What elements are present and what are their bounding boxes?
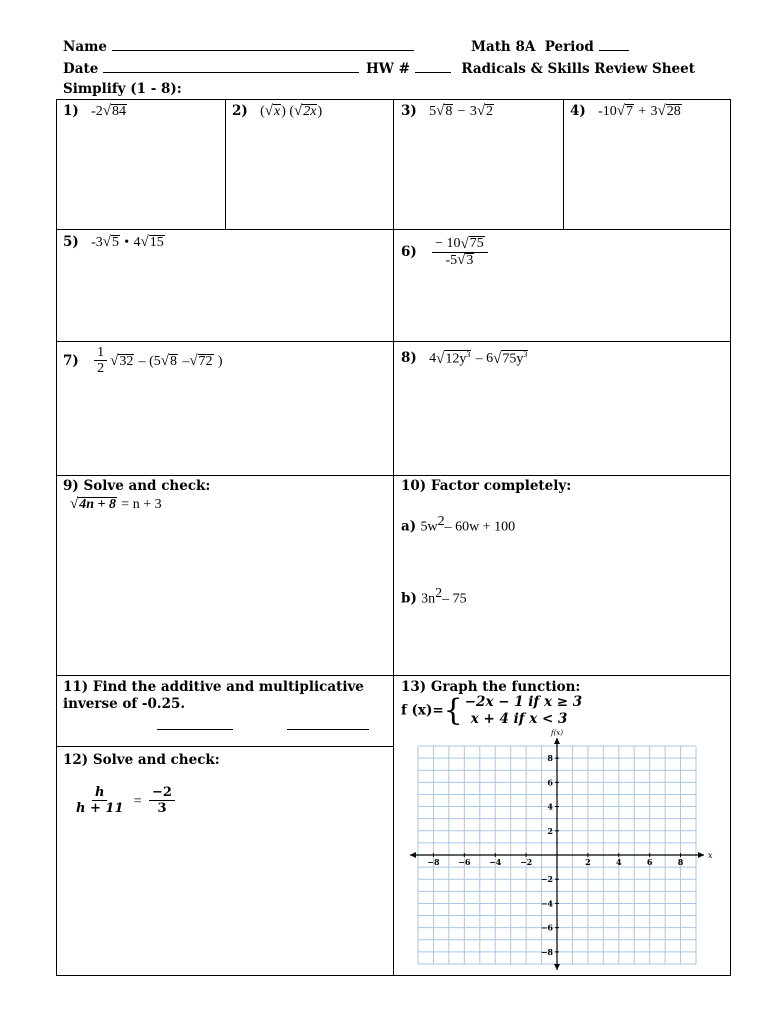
problem-13-function bbox=[401, 694, 582, 728]
radicand: x bbox=[273, 103, 281, 119]
radical: √ 72 bbox=[189, 353, 213, 370]
column-divider-right bbox=[563, 99, 564, 230]
problem-number: 5) bbox=[63, 234, 79, 250]
x-tick-label: −2 bbox=[519, 857, 533, 867]
x-tick-label: 2 bbox=[585, 857, 591, 867]
problem-7 bbox=[63, 345, 223, 378]
expression-part: – (5 bbox=[138, 354, 161, 370]
case-1: −2x − 1 if x ≥ 3 bbox=[464, 694, 583, 710]
y-tick-label: −2 bbox=[540, 874, 553, 885]
radical: √ $12y^3$ bbox=[436, 350, 471, 368]
radicand: 75y bbox=[502, 351, 524, 367]
radicand: 28 bbox=[666, 103, 681, 119]
radical: √ 2 bbox=[476, 103, 494, 120]
axes bbox=[410, 738, 704, 970]
coefficient: 4 bbox=[429, 351, 437, 367]
radicand: 5 bbox=[111, 234, 119, 250]
radical: √ 8 bbox=[436, 103, 453, 120]
radical: √ 2x bbox=[294, 103, 317, 120]
radicand: 84 bbox=[111, 103, 126, 119]
radical: √ 7 bbox=[616, 103, 633, 120]
y-tick-label: 6 bbox=[547, 777, 553, 788]
problem-5 bbox=[63, 234, 165, 251]
exponent: 3 bbox=[523, 350, 528, 359]
piecewise-cases bbox=[465, 694, 582, 728]
problem-10a bbox=[401, 514, 515, 536]
operator: − bbox=[457, 104, 466, 119]
name-row bbox=[63, 38, 414, 55]
sheet-title: Radicals & Skills Review Sheet bbox=[461, 61, 695, 77]
x-tick-label: −6 bbox=[458, 857, 471, 867]
fraction-right bbox=[149, 786, 175, 817]
radical: √ $75y^3$ bbox=[493, 350, 528, 368]
x-tick-label: −4 bbox=[489, 857, 502, 867]
date-line[interactable] bbox=[103, 60, 359, 73]
problem-13-title: 13) Graph the function: bbox=[401, 679, 581, 695]
exponent: 2 bbox=[435, 586, 443, 601]
equals-sign: = bbox=[133, 793, 142, 809]
problem-number: 3) bbox=[401, 103, 417, 119]
y-tick-label: −4 bbox=[540, 898, 553, 909]
radical: √ 15 bbox=[140, 234, 164, 251]
fraction-left bbox=[73, 786, 127, 817]
denominator: 2 bbox=[97, 361, 105, 377]
problem-number: 7) bbox=[63, 353, 79, 370]
hw-line[interactable] bbox=[415, 60, 451, 73]
radical: √ 8 bbox=[160, 353, 178, 370]
y-tick-label: 2 bbox=[547, 825, 553, 836]
name-line[interactable] bbox=[112, 38, 414, 51]
column-divider-left bbox=[225, 99, 226, 230]
fraction: − 10 √ 75 -5 √ 3 bbox=[432, 236, 488, 270]
problem-9-title: 9) Solve and check: bbox=[63, 478, 211, 494]
course-row bbox=[471, 38, 629, 55]
section-title: Simplify (1 - 8): bbox=[63, 81, 182, 97]
date-label: Date bbox=[63, 61, 99, 77]
radicand: 4n + 8 bbox=[79, 496, 116, 512]
denominator-coefficient: -5 bbox=[445, 252, 458, 268]
numerator: 1 bbox=[94, 345, 107, 361]
problem-8 bbox=[401, 350, 528, 367]
radicand: 72 bbox=[198, 353, 213, 369]
radical: √ 28 bbox=[657, 103, 681, 120]
problem-11-title-line1: 11) Find the additive and multiplicative bbox=[63, 679, 364, 695]
problem-2: 2) ( √ x ) ( √ 2x ) bbox=[232, 103, 323, 120]
y-axis-arrow-down bbox=[554, 964, 560, 970]
expression-part: 5w bbox=[420, 519, 438, 535]
coordinate-grid[interactable] bbox=[400, 728, 722, 972]
x-tick-label: 6 bbox=[646, 857, 653, 867]
part-label: b) bbox=[401, 590, 417, 607]
radicand: 2x bbox=[303, 103, 317, 119]
exponent: 3 bbox=[466, 350, 471, 359]
table-border-left bbox=[56, 99, 57, 976]
case-2: x + 4 if x < 3 bbox=[470, 710, 568, 727]
y-axis-arrow-up bbox=[554, 738, 560, 744]
coefficient: 3 bbox=[469, 104, 477, 119]
coefficient: -10 bbox=[598, 104, 617, 119]
problem-number: 4) bbox=[570, 103, 586, 119]
function-label: f (x)= bbox=[401, 702, 444, 719]
y-tick-label: 8 bbox=[547, 753, 553, 764]
brace: { bbox=[443, 692, 463, 728]
coefficient: 3 bbox=[650, 104, 658, 119]
multiplicative-inverse-answer-line[interactable] bbox=[287, 728, 369, 730]
coefficient: 5 bbox=[429, 104, 437, 119]
problem-6 bbox=[401, 236, 491, 270]
radicand: 15 bbox=[149, 234, 164, 250]
period-line[interactable] bbox=[599, 38, 629, 51]
y-axis-label: f(x) bbox=[550, 729, 564, 737]
radicand: 8 bbox=[170, 353, 178, 369]
part-label: a) bbox=[401, 518, 417, 535]
problem-number: 6) bbox=[401, 244, 417, 261]
name-label: Name bbox=[63, 39, 107, 55]
problem-4 bbox=[570, 103, 682, 120]
denominator-radicand: 3 bbox=[466, 252, 474, 268]
y-tick-label: −6 bbox=[540, 922, 553, 933]
hw-row bbox=[366, 60, 695, 77]
x-tick-label: 8 bbox=[677, 857, 684, 867]
problem-10-title: 10) Factor completely: bbox=[401, 478, 572, 494]
problem-12-title: 12) Solve and check: bbox=[63, 752, 220, 768]
operator: • bbox=[124, 235, 130, 250]
problem-1 bbox=[63, 103, 127, 120]
problem-number: 2) bbox=[232, 103, 248, 119]
problem-9-equation: √ 4n + 8 = n + 3 bbox=[70, 496, 162, 513]
course-label: Math 8A bbox=[471, 39, 536, 55]
radicand: 2 bbox=[486, 103, 494, 119]
problem-12-equation bbox=[70, 786, 178, 817]
numerator: −2 bbox=[149, 786, 175, 801]
radicand: 12y bbox=[445, 351, 467, 367]
exponent: 2 bbox=[437, 514, 445, 529]
radical: √ x bbox=[264, 103, 281, 120]
numerator-coefficient: − 10 bbox=[435, 236, 461, 252]
x-tick-label: −8 bbox=[427, 857, 440, 867]
y-tick-label: −8 bbox=[540, 946, 553, 957]
right-hand-side: = n + 3 bbox=[121, 497, 162, 512]
fraction-one-half bbox=[94, 345, 107, 378]
problem-10b bbox=[401, 586, 467, 608]
problem-number: 1) bbox=[63, 103, 79, 119]
additive-inverse-answer-line[interactable] bbox=[157, 728, 233, 730]
coefficient: -3 bbox=[91, 235, 103, 250]
radical: √ 32 bbox=[110, 353, 134, 370]
denominator: h + 11 bbox=[76, 801, 124, 817]
hw-label: HW # bbox=[366, 61, 410, 77]
expression-part: – 60w + 100 bbox=[444, 519, 516, 535]
close-paren: ) bbox=[217, 354, 223, 370]
radicand: 32 bbox=[119, 353, 134, 369]
radical: √ 5 bbox=[102, 234, 119, 251]
problem-number: 8) bbox=[401, 350, 417, 367]
operator: + bbox=[638, 104, 647, 119]
y-tick-label: 4 bbox=[547, 801, 553, 812]
operator: – bbox=[182, 354, 190, 370]
coefficient: 4 bbox=[133, 235, 141, 250]
date-row bbox=[63, 60, 359, 77]
operator: – 6 bbox=[475, 351, 494, 367]
period-label: Period bbox=[544, 39, 594, 55]
x-tick-label: 4 bbox=[615, 857, 622, 867]
radicand: 7 bbox=[625, 103, 633, 119]
numerator: h bbox=[92, 786, 107, 801]
radicand: 8 bbox=[445, 103, 453, 119]
x-axis-label: x bbox=[708, 851, 713, 860]
radical: √ 84 bbox=[102, 103, 126, 120]
problem-11-title-line2: inverse of -0.25. bbox=[63, 696, 186, 712]
problem-3 bbox=[401, 103, 494, 120]
numerator-radicand: 75 bbox=[469, 236, 484, 251]
coefficient: -2 bbox=[91, 104, 103, 119]
table-border-right bbox=[730, 99, 731, 976]
x-axis-arrow-right bbox=[698, 852, 704, 858]
expression-part: – 75 bbox=[442, 591, 467, 607]
x-axis-arrow-left bbox=[410, 852, 416, 858]
expression-part: 3n bbox=[421, 591, 436, 607]
denominator: 3 bbox=[157, 801, 167, 817]
row-divider-5 bbox=[56, 746, 394, 747]
column-divider-center bbox=[393, 99, 394, 976]
